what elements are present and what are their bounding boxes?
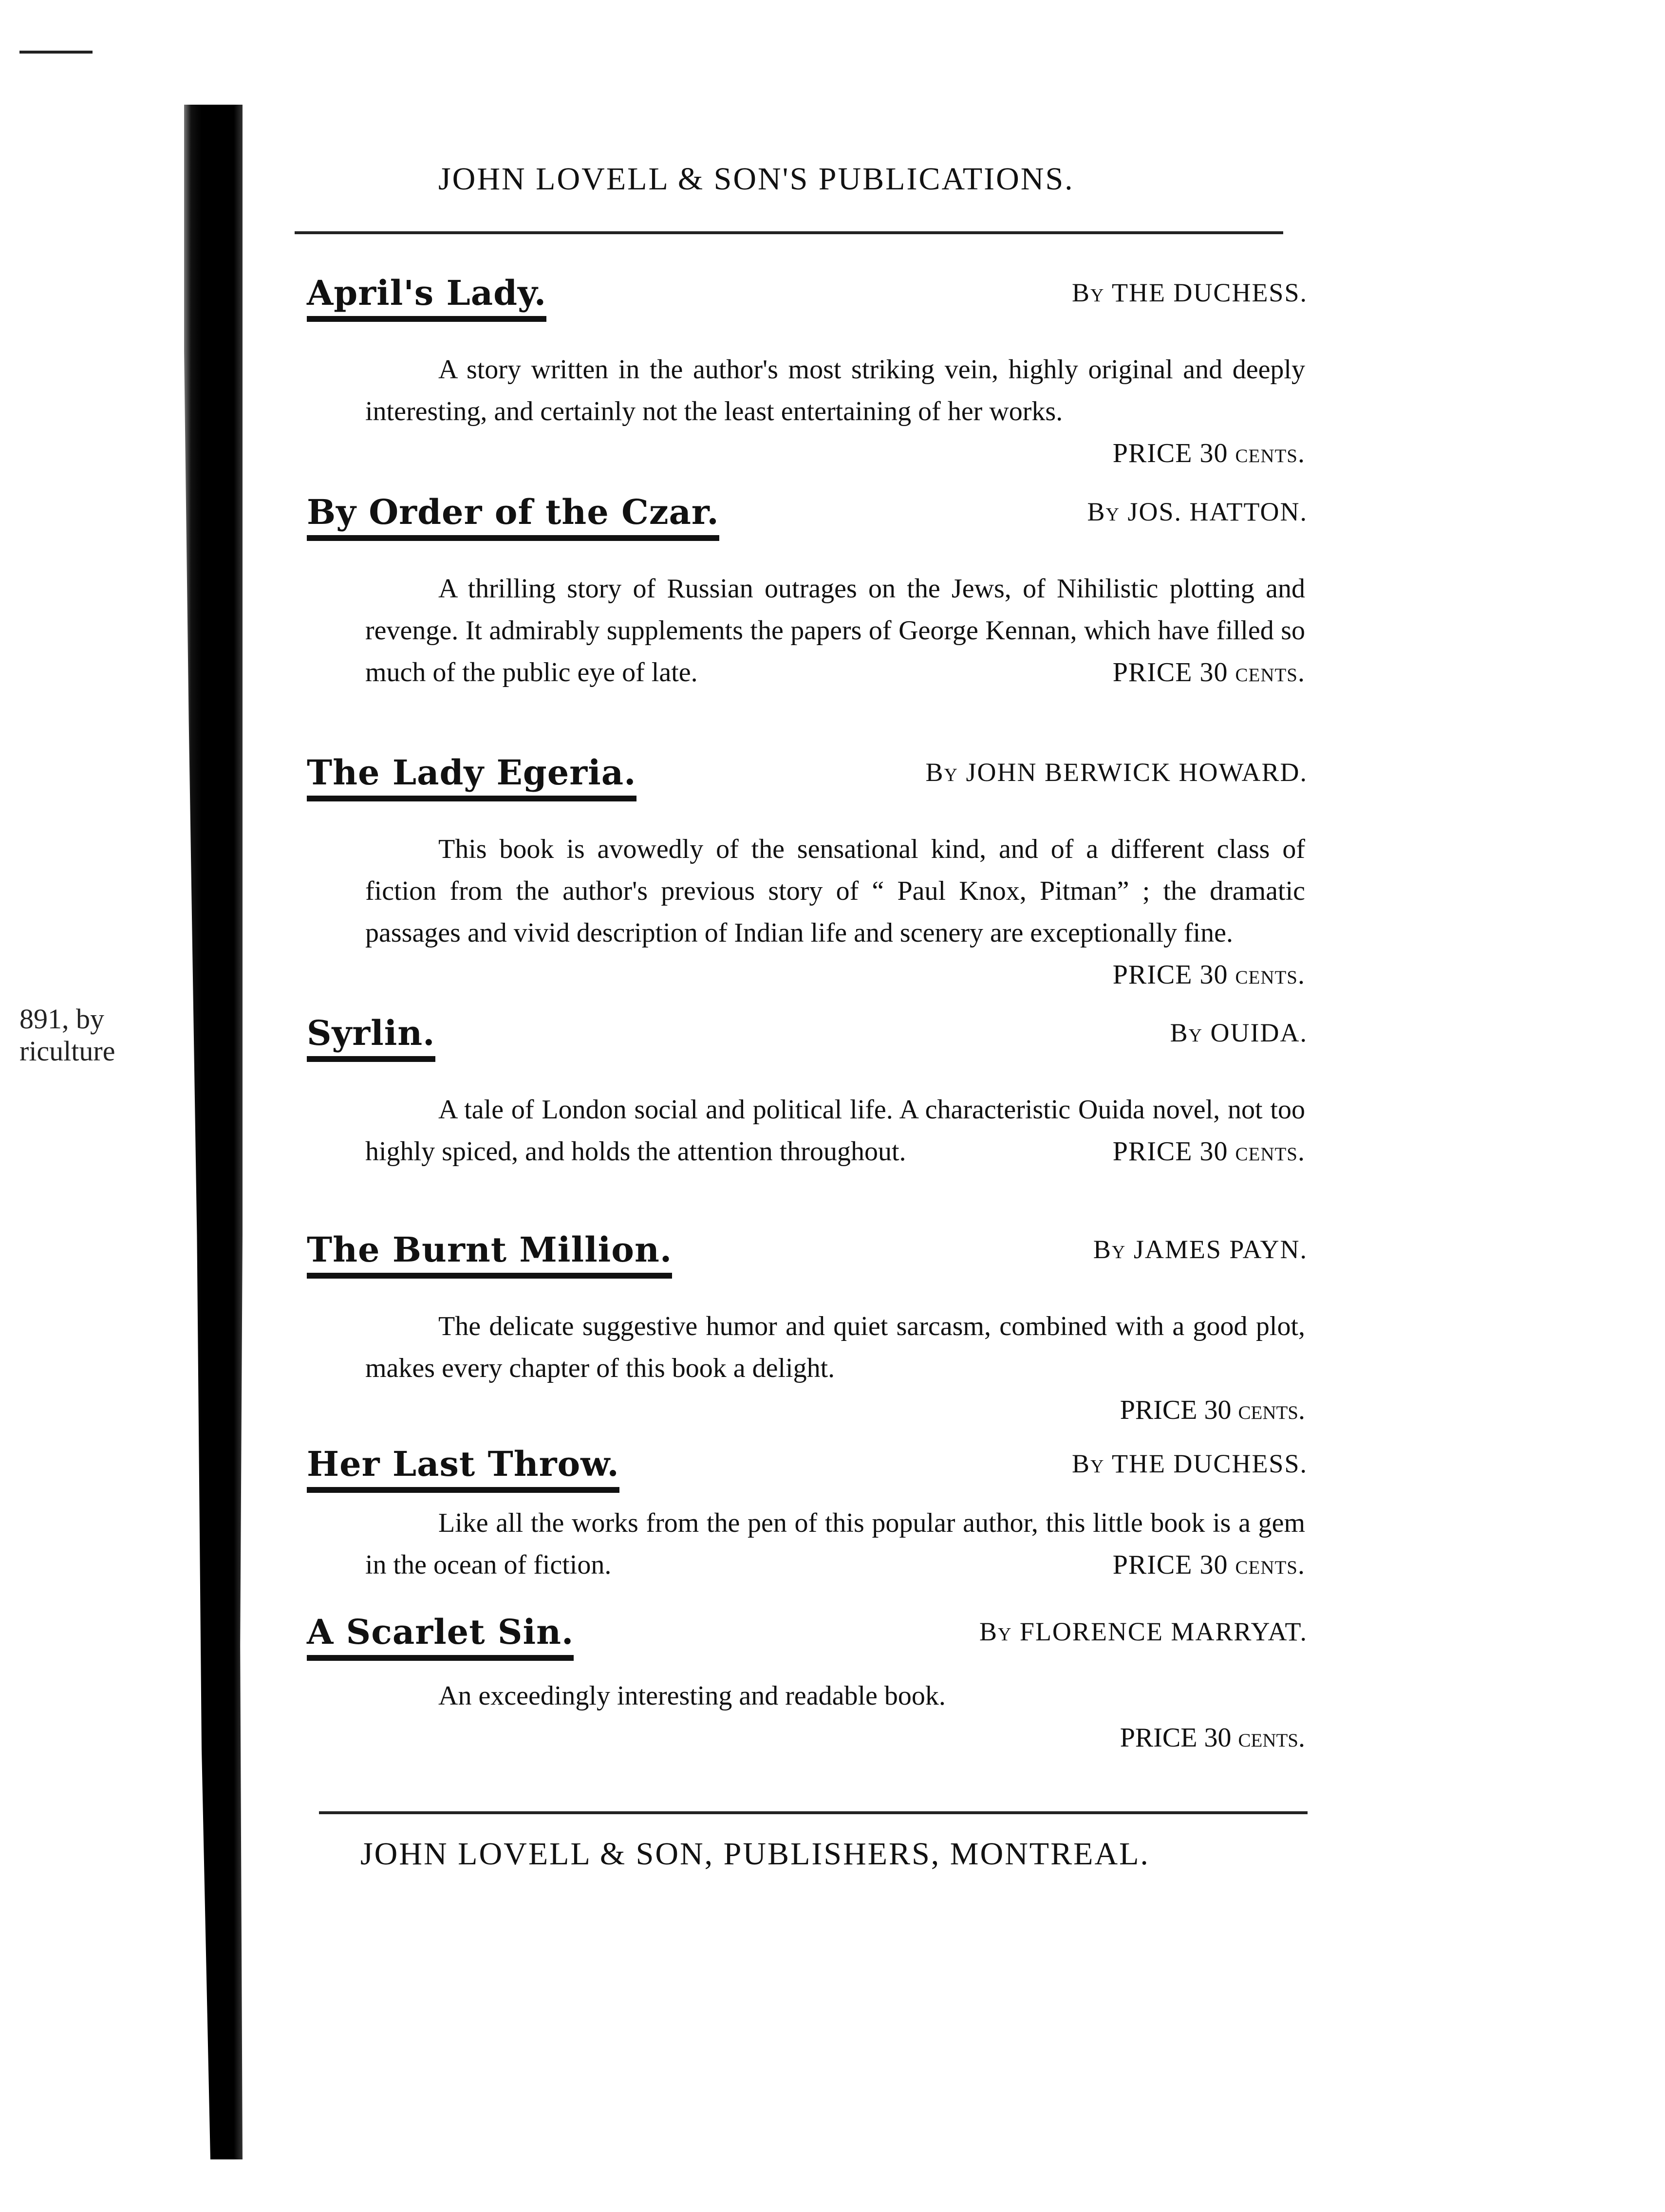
book-title: The Lady Egeria. [307,752,636,801]
header-rule [295,231,1283,234]
book-title: The Burnt Million. [307,1229,672,1279]
book-entry [307,273,1308,474]
title-underline [307,1273,672,1279]
book-title: By Order of the Czar. [307,492,719,541]
book-description: This book is avowedly of the sensational kind, and of a different class of fiction from the author's previous story of “ Paul Knox, Pitman” ; the dramatic passages and vivid description of Indian life and scenery are exceptionally fine. PRICE 30 cents. [365,828,1305,954]
book-price: PRICE 30 cents. [1112,1550,1305,1580]
book-entry [307,1013,1308,1172]
margin-note-line: 891, by [19,1003,104,1035]
binding-shadow [184,105,243,2159]
scan-edge-mark [19,51,93,54]
title-underline [307,535,719,541]
title-underline [307,1655,574,1661]
book-title: April's Lady. [307,273,546,322]
footer-rule [319,1811,1308,1814]
book-description: A story written in the author's most striking vein, highly original and deeply interesting, and certainly not the least entertaining of her works. PRICE 30 cents. [365,349,1305,432]
book-author: By JOHN BERWICK HOWARD. [925,758,1308,787]
title-underline [307,1056,435,1062]
book-price: PRICE 30 cents. [1120,1723,1305,1753]
book-author: By THE DUCHESS. [1071,278,1308,307]
book-description: The delicate suggestive humor and quiet sarcasm, combined with a good plot, makes every chapter of this book a delight. [365,1311,1305,1383]
book-author: By OUIDA. [1170,1018,1308,1047]
book-description: An exceedingly interesting and readable book. [438,1681,946,1711]
title-underline [307,796,636,801]
title-underline [307,1487,619,1493]
book-entry [307,492,1308,693]
book-author: By JOS. HATTON. [1087,497,1308,526]
book-entry [307,1444,1308,1586]
title-underline [307,316,546,322]
book-description: Like all the works from the pen of this popular author, this little book is a gem in the ocean of fiction. PRICE 30 cents. [365,1502,1305,1586]
book-price: PRICE 30 cents. [1112,960,1305,990]
book-entry [307,1612,1308,1759]
book-entry [307,752,1308,996]
book-author: By THE DUCHESS. [1071,1449,1308,1478]
margin-note-line: riculture [19,1035,115,1067]
book-author: By FLORENCE MARRYAT. [979,1617,1308,1646]
book-price: PRICE 30 cents. [1120,1395,1305,1425]
margin-note [19,1003,115,1067]
book-description: A thrilling story of Russian outrages on the Jews, of Nihilistic plotting and revenge. It admirably supplements the papers of George Kennan, which have filled so much of the public eye of late. PRICE 30 cents. [365,568,1305,693]
book-description: A tale of London social and political life. A characteristic Ouida novel, not too highly spiced, and holds the attention throughout. PRICE 30 cents. [365,1089,1305,1172]
book-title: Her Last Throw. [307,1444,619,1493]
publisher-imprint: JOHN LOVELL & SON, PUBLISHERS, MONTREAL. [360,1836,1150,1872]
book-price: PRICE 30 cents. [1112,438,1305,468]
book-author: By JAMES PAYN. [1093,1235,1308,1264]
book-title: Syrlin. [307,1013,435,1062]
book-price: PRICE 30 cents. [1112,657,1305,688]
book-title: A Scarlet Sin. [307,1612,574,1661]
book-price: PRICE 30 cents. [1112,1136,1305,1167]
book-entry [307,1229,1308,1431]
running-head: JOHN LOVELL & SON'S PUBLICATIONS. [438,161,1074,197]
